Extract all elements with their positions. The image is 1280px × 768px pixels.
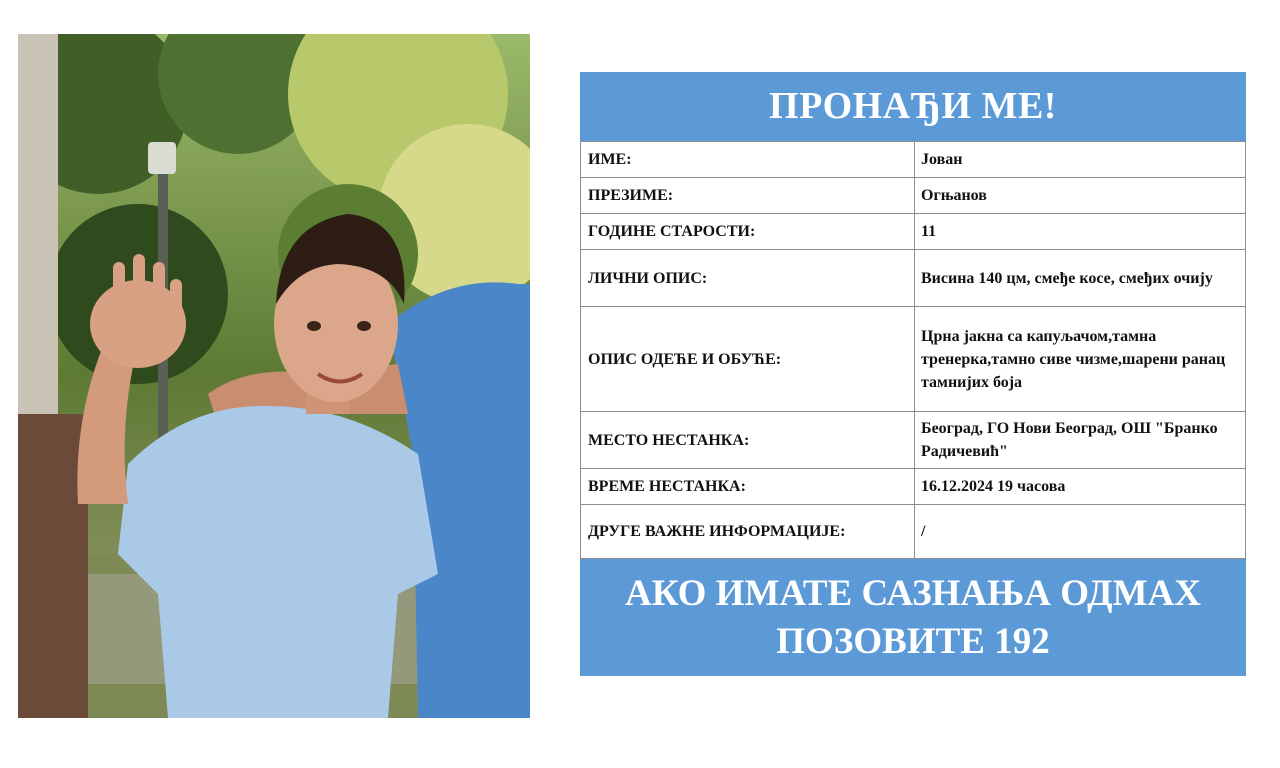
- personal-description-value: Висина 140 цм, смеђе косе, смеђих очију: [915, 250, 1246, 307]
- clothing-description-label: ОПИС ОДЕЋЕ И ОБУЋЕ:: [581, 307, 915, 412]
- poster-title: ПРОНАЂИ МЕ!: [580, 72, 1246, 141]
- disappearance-place-value: Београд, ГО Нови Београд, ОШ "Бранко Радичевић": [915, 412, 1246, 469]
- missing-child-photo: [18, 34, 530, 718]
- info-table: [580, 141, 1246, 559]
- first-name-label: ИМЕ:: [581, 142, 915, 178]
- last-name-value: Огњанов: [915, 178, 1246, 214]
- last-name-label: ПРЕЗИМЕ:: [581, 178, 915, 214]
- age-label: ГОДИНЕ СТАРОСТИ:: [581, 214, 915, 250]
- other-info-label: ДРУГЕ ВАЖНЕ ИНФОРМАЦИЈЕ:: [581, 505, 915, 559]
- disappearance-time-label: ВРЕМЕ НЕСТАНКА:: [581, 469, 915, 505]
- table-row: [581, 412, 1246, 469]
- table-row: [581, 214, 1246, 250]
- clothing-description-value: Црна јакна са капуљачом,тамна тренерка,тамно сиве чизме,шарени ранац тамнијих боја: [915, 307, 1246, 412]
- table-row: [581, 250, 1246, 307]
- table-row: [581, 178, 1246, 214]
- photo-illustration: [18, 34, 530, 718]
- age-value: 11: [915, 214, 1246, 250]
- table-row: [581, 307, 1246, 412]
- disappearance-place-label: МЕСТО НЕСТАНКА:: [581, 412, 915, 469]
- first-name-value: Јован: [915, 142, 1246, 178]
- table-row: [581, 505, 1246, 559]
- table-row: [581, 142, 1246, 178]
- call-to-action: [580, 559, 1246, 676]
- missing-person-poster: [580, 72, 1246, 676]
- personal-description-label: ЛИЧНИ ОПИС:: [581, 250, 915, 307]
- table-row: [581, 469, 1246, 505]
- other-info-value: /: [915, 505, 1246, 559]
- call-to-action-line-1: АКО ИМАТЕ САЗНАЊА ОДМАХ: [625, 572, 1201, 614]
- disappearance-time-value: 16.12.2024 19 часова: [915, 469, 1246, 505]
- call-to-action-line-2: ПОЗОВИТЕ 192: [776, 620, 1050, 662]
